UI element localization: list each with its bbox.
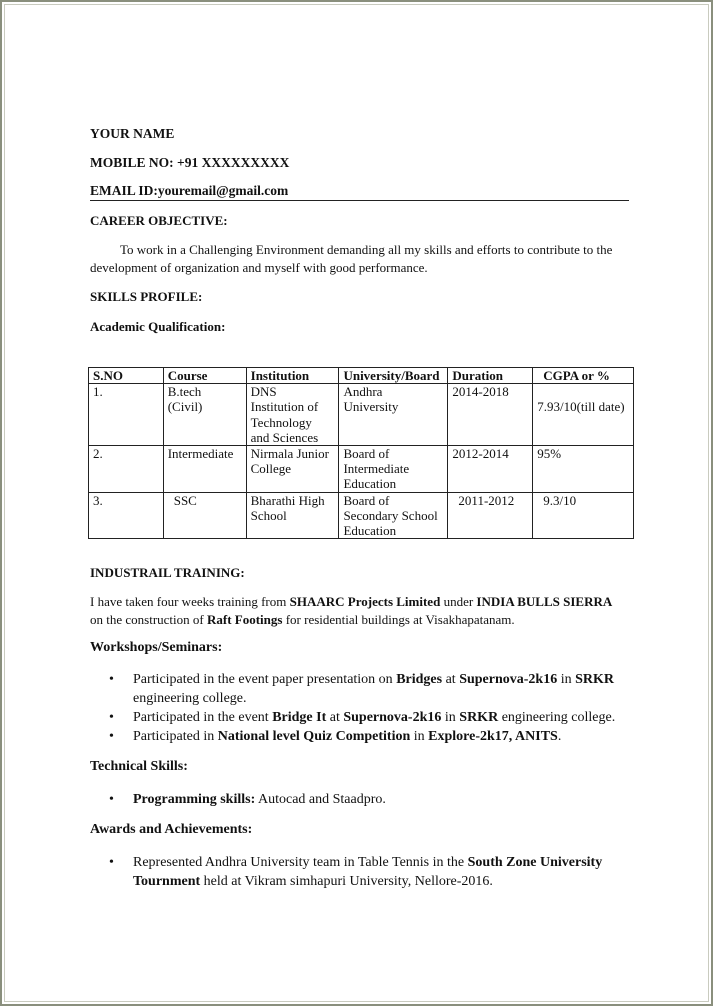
bullet-icon: • (109, 672, 114, 687)
header-institution: Institution (246, 368, 339, 384)
workshops-heading: Workshops/Seminars: (90, 640, 223, 655)
bullet-icon: • (109, 855, 114, 870)
cell-board: Board of Secondary School Education (339, 492, 448, 539)
awards-list (91, 853, 636, 891)
cell-score: 7.93/10(till date) (533, 384, 634, 446)
header-duration: Duration (448, 368, 533, 384)
cell-course: SSC (163, 492, 246, 539)
academic-qualification-table (88, 367, 634, 539)
cell-duration: 2011-2012 (448, 492, 533, 539)
table-row (89, 446, 634, 493)
cell-sno: 2. (89, 446, 164, 493)
cell-duration: 2014-2018 (448, 384, 533, 446)
cell-sno: 3. (89, 492, 164, 539)
header-cgpa: CGPA or % (533, 368, 634, 384)
industrial-training-line2: on the construction of Raft Footings for residential buildings at Visakhapatanam. (90, 612, 515, 627)
name-line: YOUR NAME (90, 126, 175, 141)
industrial-training-heading: INDUSTRAIL TRAINING: (90, 565, 245, 580)
table-row (89, 384, 634, 446)
list-item: • Participated in National level Quiz Competition in Explore-2k17, ANITS. (109, 729, 562, 744)
career-objective-line1: To work in a Challenging Environment demanding all my skills and efforts to contribute to the (120, 242, 613, 257)
cell-institution: Nirmala Junior College (246, 446, 339, 493)
cell-board: Andhra University (339, 384, 448, 446)
email-line: EMAIL ID:youremail@gmail.com (90, 183, 289, 198)
cell-score: 95% (533, 446, 634, 493)
technical-skills-list (91, 790, 636, 809)
cell-institution: Bharathi High School (246, 492, 339, 539)
cell-course: B.tech (Civil) (163, 384, 246, 446)
bullet-icon: • (109, 710, 114, 725)
cell-board: Board of Intermediate Education (339, 446, 448, 493)
mobile-line: MOBILE NO: +91 XXXXXXXXX (90, 155, 290, 170)
awards-heading: Awards and Achievements: (90, 822, 253, 837)
list-item: • Participated in the event Bridge It at Supernova-2k16 in SRKR engineering college. (109, 710, 616, 725)
list-item: • Programming skills: Autocad and Staadpro. (109, 792, 386, 807)
header-university-board: University/Board (339, 368, 448, 384)
cell-score: 9.3/10 (533, 492, 634, 539)
header-divider (90, 200, 629, 201)
cell-course: Intermediate (163, 446, 246, 493)
academic-qualification-heading: Academic Qualification: (90, 319, 226, 334)
industrial-training-line1: I have taken four weeks training from SHAARC Projects Limited under INDIA BULLS SIERRA (90, 594, 613, 609)
career-objective-heading: CAREER OBJECTIVE: (90, 213, 228, 228)
header-course: Course (163, 368, 246, 384)
workshops-list (91, 670, 636, 746)
technical-skills-heading: Technical Skills: (90, 759, 188, 774)
cell-institution: DNS Institution of Technology and Sciences (246, 384, 339, 446)
skills-profile-heading: SKILLS PROFILE: (90, 289, 203, 304)
table-row (89, 492, 634, 539)
bullet-icon: • (109, 792, 114, 807)
table-header-row (89, 368, 634, 384)
list-item: • Represented Andhra University team in Table Tennis in the South Zone University Tournment held at Vikram simhapuri University, Nellore-2016. (109, 855, 603, 889)
bullet-icon: • (109, 729, 114, 744)
list-item: • Participated in the event paper presentation on Bridges at Supernova-2k16 in SRKR engineering college. (109, 672, 615, 706)
header-sno: S.NO (89, 368, 164, 384)
cell-sno: 1. (89, 384, 164, 446)
career-objective-line2: development of organization and myself with good performance. (90, 260, 428, 275)
cell-duration: 2012-2014 (448, 446, 533, 493)
